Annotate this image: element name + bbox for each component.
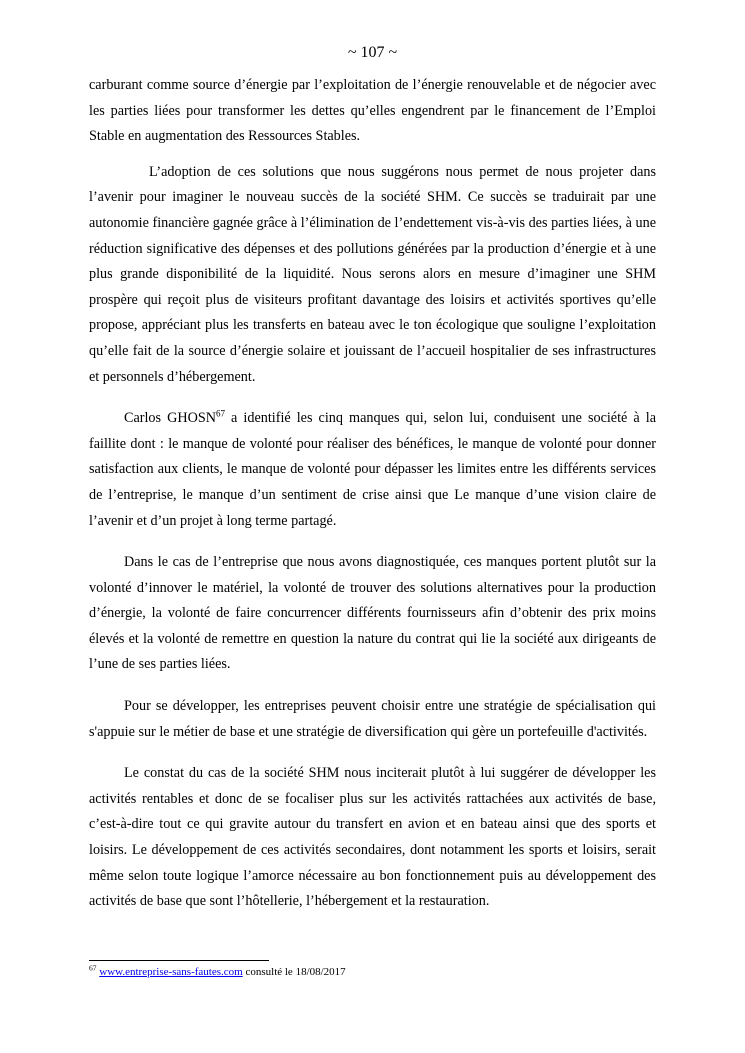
page-number: ~ 107 ~ [347, 44, 398, 61]
paragraph: carburant comme source d’énergie par l’exploitation de l’énergie renouvelable et de négocier avec les parties liées pour transformer les dettes qu’elles engendrent par le financement de l’Emploi Stable en augmentation des Ressources Stables. [89, 77, 656, 145]
paragraph: Dans le cas de l’entreprise que nous avons diagnostiquée, ces manques portent plutôt sur la volonté d’innover le matériel, la volonté de trouver des solutions alternatives pour la production d’énergie, la volonté de faire concurrencer différents fournisseurs afin d’obtenir des prix moins élevés et la volonté de remettre en question la nature du contrat qui lie la société aux dirigeants de l’une de ses parties liées. [89, 554, 656, 673]
footnote-link[interactable]: www.entreprise-sans-fautes.com [99, 966, 243, 978]
paragraph: Le constat du cas de la société SHM nous inciterait plutôt à lui suggérer de développer les activités rentables et donc de se focaliser plus sur les activités rattachées aux activités de base, c’est-à-dire tout ce qui gravite autour du transfert en avion et en bateau ainsi que des sports et loisirs. Le développement de ces activités secondaires, dont notamment les sports et loisirs, serait même selon toute logique l’amorce nécessaire au bon fonctionnement puis au développement des activités de base que sont l’hôtellerie, l’hébergement et la restauration. [89, 765, 656, 910]
paragraph: Pour se développer, les entreprises peuvent choisir entre une stratégie de spécialisation qui s'appuie sur le métier de base et une stratégie de diversification qui gère un portefeuille d'activités. [89, 698, 656, 740]
footnote-number: 67 [89, 963, 97, 973]
paragraph [89, 406, 656, 534]
footnote [89, 964, 656, 980]
paragraph-text: a identifié les cinq manques qui, selon lui, conduisent une société à la faillite dont : le manque de volonté pour réaliser des bénéfices, le manque de volonté pour donner satisfaction aux clients, le manque de volonté pour dépasser les limites entre les différents services de l’entreprise, le manque d’un sentiment de crise ainsi que Le manque d’une vision claire de l’avenir et d’un projet à long terme partagé. [89, 410, 656, 529]
footnote-divider [89, 960, 269, 961]
paragraph-text: Carlos GHOSN [124, 410, 216, 427]
paragraph: L’adoption de ces solutions que nous suggérons nous permet de nous projeter dans l’avenir pour imaginer le nouveau succès de la société SHM. Ce succès se traduirait par une autonomie financière gagnée grâce à l’élimination de l’endettement vis-à-vis des parties liées, à une réduction significative des dépenses et des pollutions générées par la production d’énergie et à une plus grande disponibilité de la liquidité. Nous serons alors en mesure d’imaginer une SHM prospère qui reçoit plus de visiteurs profitant davantage des loisirs et activités sportives qu’elle propose, appréciant plus les transferts en bateau avec le ton écologique que souligne l’exploitation qu’elle fait de la source d’énergie solaire et jouissant de l’accueil hospitalier de ses infrastructures et personnels d’hébergement. [89, 163, 656, 385]
footnote-reference[interactable]: 67 [215, 408, 225, 419]
body-text [89, 73, 656, 915]
footnote-text: consulté le 18/08/2017 [242, 966, 346, 978]
